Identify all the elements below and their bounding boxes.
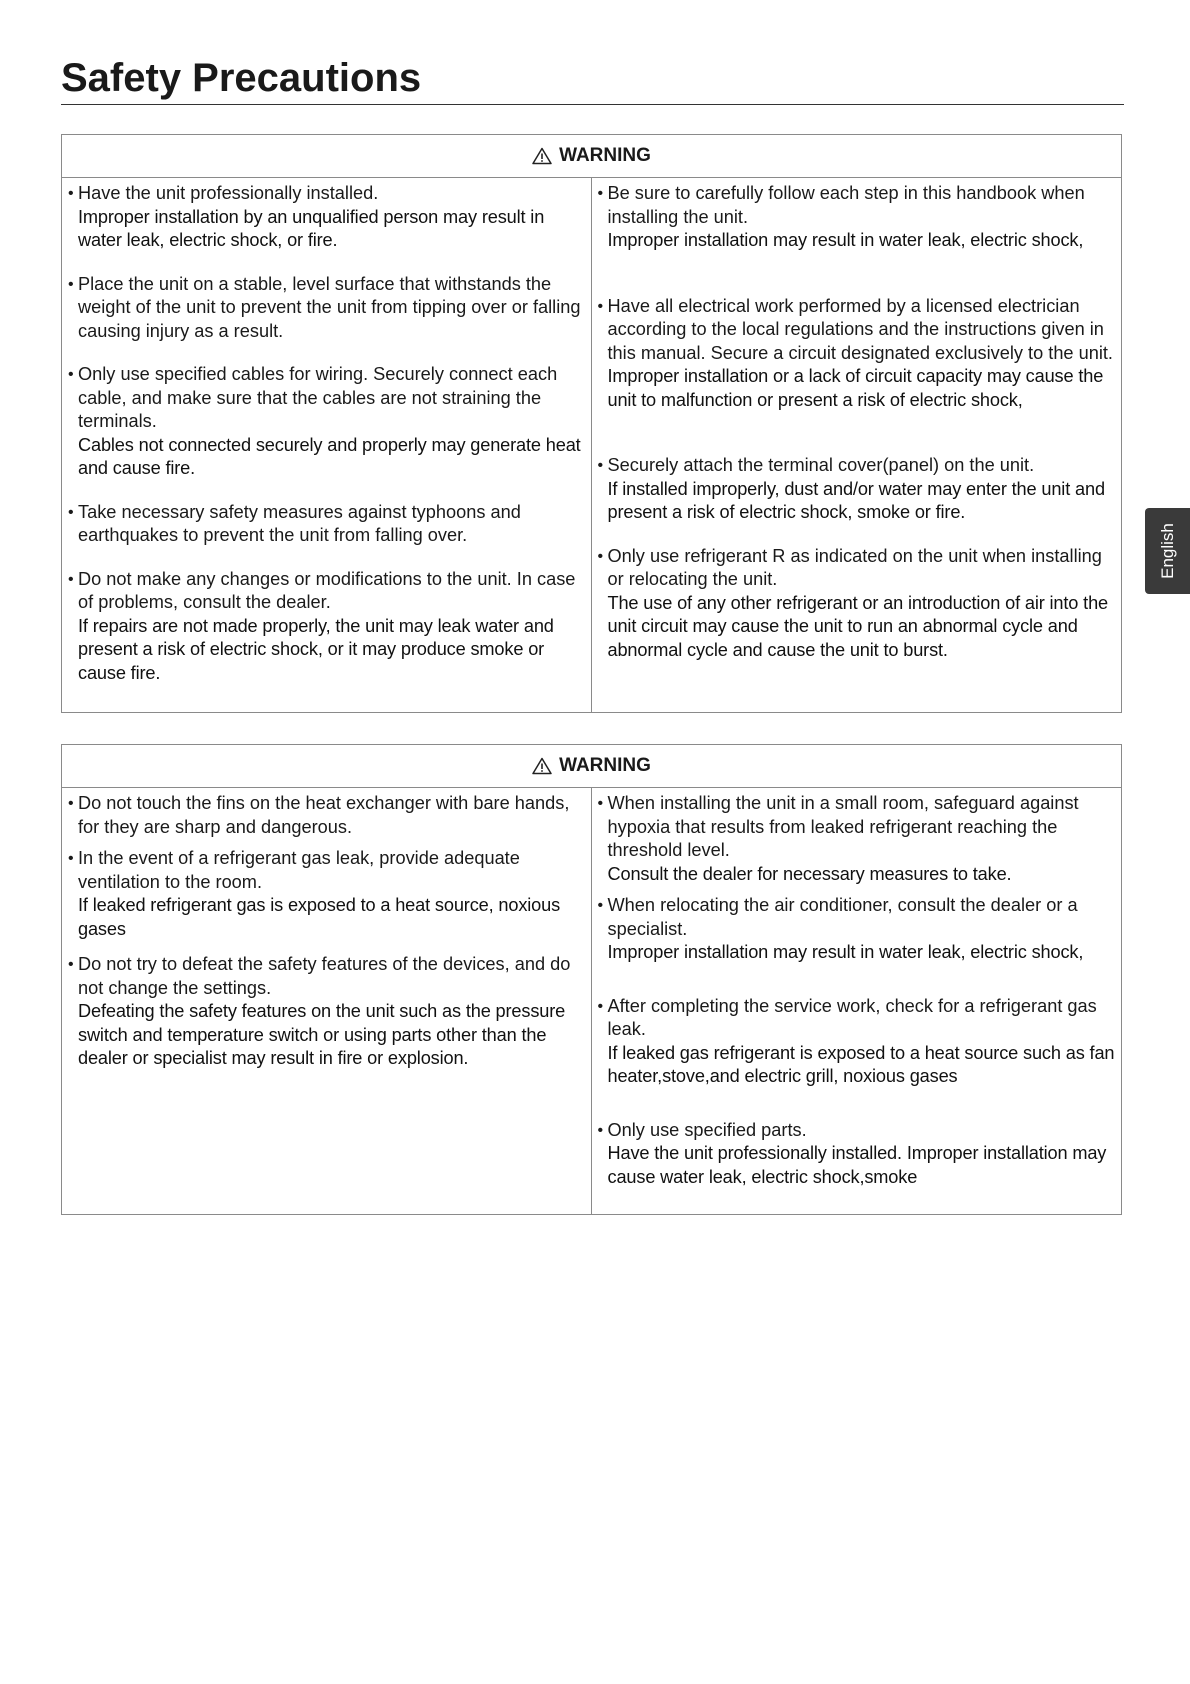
bullet-icon: • — [68, 850, 74, 867]
warning-item-consequence: Improper installation or a lack of circuit capacity may cause the unit to malfunction or present a risk of electric shock, — [607, 366, 1104, 410]
bullet-icon: • — [597, 547, 604, 565]
warning-header — [62, 745, 1121, 788]
warning-item-consequence: Defeating the safety features on the unit such as the pressure switch and temperature switch or using parts other than the dealer or specialist may result in fire or explosion. — [78, 1001, 566, 1068]
warning-item — [66, 953, 587, 1071]
warning-column-left — [62, 178, 592, 713]
warning-item — [596, 995, 1118, 1089]
bullet-icon: • — [68, 503, 74, 521]
warning-item — [596, 894, 1118, 965]
warning-item — [66, 792, 587, 839]
warning-item — [66, 182, 587, 253]
warning-item — [596, 1119, 1118, 1190]
warning-item-text: Have all electrical work performed by a licensed electrician according to the local regulations and the instructions given in this manual. Secure a circuit designated exclusively to the unit. — [607, 295, 1113, 363]
bullet-icon: • — [68, 570, 74, 588]
bullet-icon: • — [597, 297, 604, 315]
warning-column-left — [62, 788, 592, 1215]
warning-item-text: Do not try to defeat the safety features of the devices, and do not change the settings. — [78, 954, 571, 998]
warning-triangle-icon — [532, 147, 552, 165]
warning-item — [596, 792, 1118, 886]
warning-item-text: Only use refrigerant R as indicated on the unit when installing or relocating the unit. — [607, 545, 1102, 589]
warning-item-consequence: If leaked gas refrigerant is exposed to a heat source such as fan heater,stove,and electric grill, noxious gases — [607, 1042, 1115, 1086]
warning-item-text: When relocating the air conditioner, consult the dealer or a specialist. — [607, 895, 1078, 939]
warning-column-right — [592, 788, 1122, 1215]
bullet-icon: • — [597, 897, 604, 914]
warning-item-text: Be sure to carefully follow each step in this handbook when installing the unit. — [607, 183, 1085, 227]
warning-item-text: Have the unit professionally installed. — [78, 183, 379, 203]
warning-item-text: In the event of a refrigerant gas leak, provide adequate ventilation to the room. — [78, 848, 520, 892]
warning-item — [66, 363, 587, 481]
warning-item — [66, 273, 587, 344]
warning-header — [62, 135, 1121, 178]
language-tab-label: English — [1157, 523, 1177, 579]
bullet-icon: • — [597, 1121, 604, 1139]
warning-item — [596, 182, 1118, 253]
warning-item — [596, 454, 1118, 525]
warning-triangle-icon — [532, 757, 552, 775]
warning-item — [596, 545, 1118, 663]
warning-item-consequence: If repairs are not made properly, the unit may leak water and present a risk of electric shock, or it may produce smoke or cause fire. — [78, 615, 554, 683]
bullet-icon: • — [597, 795, 604, 812]
warning-item-consequence: Consult the dealer for necessary measures to take. — [607, 863, 1012, 884]
warning-item-text: When installing the unit in a small room, safeguard against hypoxia that results from leaked refrigerant reaching the threshold level. — [607, 793, 1079, 860]
bullet-icon: • — [68, 185, 74, 202]
bullet-icon: • — [68, 366, 74, 383]
warning-box-2 — [61, 744, 1122, 1215]
bullet-icon: • — [68, 956, 74, 973]
page-title: Safety Precautions — [61, 56, 422, 100]
title-divider — [61, 104, 1124, 105]
bullet-icon: • — [68, 275, 74, 293]
warning-label: WARNING — [559, 755, 651, 776]
warning-item-consequence: Cables not connected securely and properly may generate heat and cause fire. — [78, 434, 581, 478]
warning-label: WARNING — [559, 145, 651, 166]
warning-item-consequence: Have the unit professionally installed. Improper installation may cause water leak, electric shock,smoke — [607, 1143, 1107, 1187]
warning-item-text: Take necessary safety measures against typhoons and earthquakes to prevent the unit from falling over. — [78, 501, 521, 545]
warning-item-consequence: Improper installation may result in water leak, electric shock, — [607, 230, 1084, 250]
warning-item — [66, 847, 587, 941]
warning-item — [596, 295, 1118, 413]
bullet-icon: • — [597, 997, 604, 1015]
warning-item-consequence: Improper installation may result in water leak, electric shock, — [607, 942, 1084, 962]
bullet-icon: • — [597, 457, 604, 474]
bullet-icon: • — [597, 185, 604, 202]
warning-item-text: Place the unit on a stable, level surface that withstands the weight of the unit to prevent the unit from tipping over or falling causing injury as a result. — [78, 273, 581, 341]
warning-item — [66, 568, 587, 686]
language-tab — [1145, 508, 1190, 594]
warning-item-text: Securely attach the terminal cover(panel) on the unit. — [607, 455, 1035, 475]
warning-item-consequence: The use of any other refrigerant or an introduction of air into the unit circuit may cause the unit to run an abnormal cycle and abnormal cycle and cause the unit to burst. — [607, 592, 1109, 660]
warning-item-consequence: If installed improperly, dust and/or water may enter the unit and present a risk of electric shock, smoke or fire. — [607, 478, 1105, 522]
warning-item-text: Only use specified cables for wiring. Securely connect each cable, and make sure that the cables are not straining the terminals. — [78, 364, 558, 431]
warning-item — [66, 501, 587, 548]
warning-column-right — [592, 178, 1122, 713]
warning-box-1 — [61, 134, 1122, 713]
warning-item-consequence: Improper installation by an unqualified person may result in water leak, electric shock, or fire. — [78, 206, 545, 250]
warning-item-consequence: If leaked refrigerant gas is exposed to a heat source, noxious gases — [78, 895, 561, 939]
warning-item-text: Only use specified parts. — [607, 1119, 807, 1140]
warning-item-text: After completing the service work, check for a refrigerant gas leak. — [607, 995, 1097, 1039]
warning-item-text: Do not touch the fins on the heat exchanger with bare hands, for they are sharp and dangerous. — [78, 793, 570, 837]
bullet-icon: • — [68, 795, 74, 812]
warning-item-text: Do not make any changes or modifications to the unit. In case of problems, consult the dealer. — [78, 568, 576, 612]
